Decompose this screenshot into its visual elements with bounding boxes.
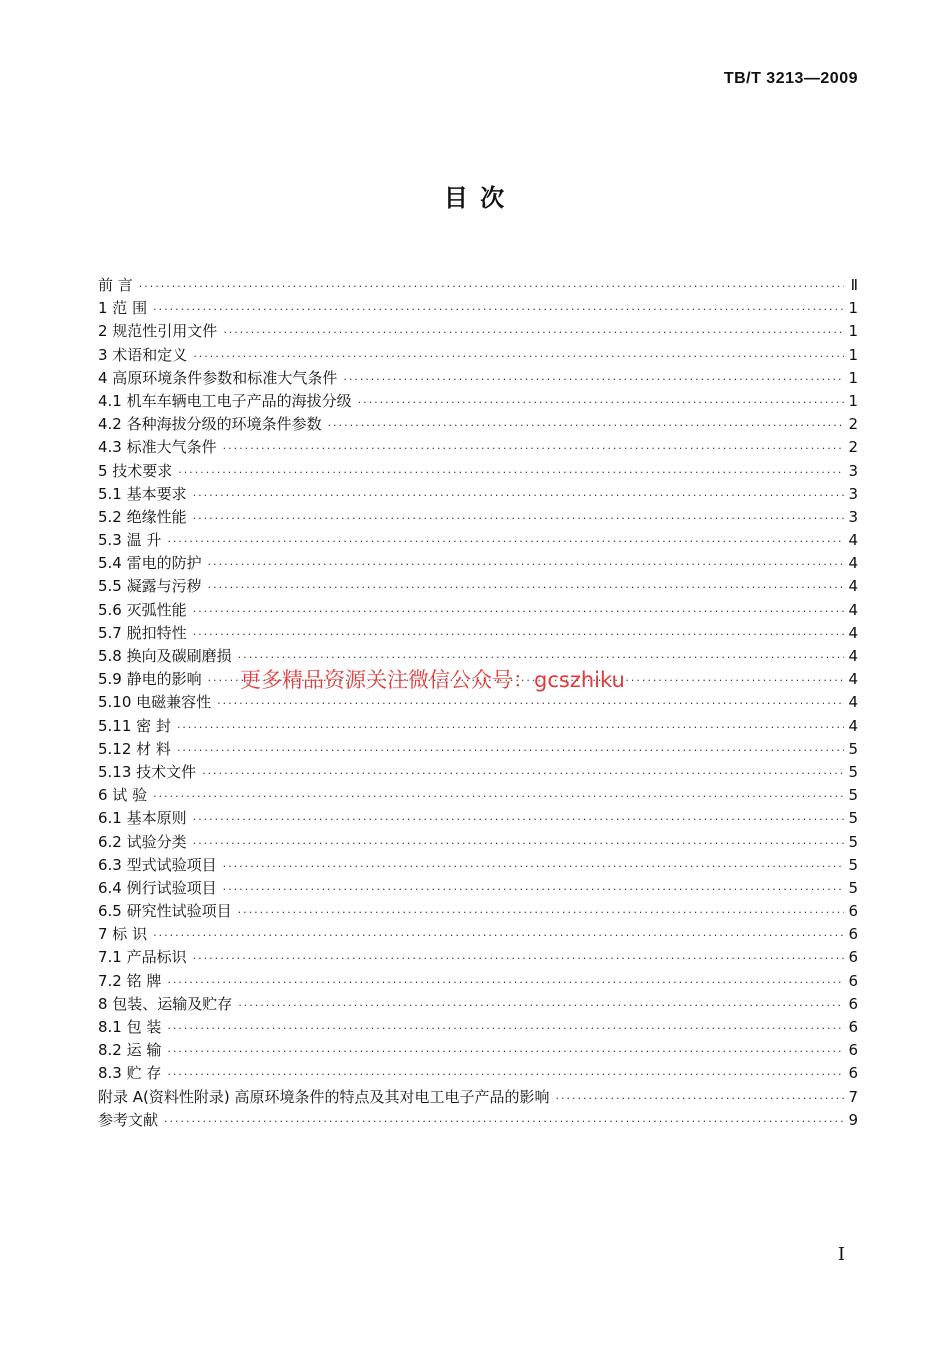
toc-entry-title: 1 范 围	[98, 299, 148, 318]
toc-entry[interactable]	[98, 506, 858, 529]
toc-dot-leader	[193, 813, 844, 826]
toc-dot-leader	[328, 419, 844, 432]
toc-dot-leader	[193, 512, 844, 525]
toc-entry[interactable]	[98, 529, 858, 552]
toc-entry-title: 7 标 识	[98, 925, 148, 944]
toc-entry-title: 前 言	[98, 276, 133, 294]
toc-dot-leader	[177, 721, 844, 734]
toc-entry-title: 5.6 灭弧性能	[98, 600, 187, 619]
toc-dot-leader	[167, 1022, 844, 1035]
toc-entry-title: 附录 A(资料性附录) 高原环境条件的特点及其对电工电子产品的影响	[98, 1087, 550, 1106]
toc-entry-page: 5	[848, 855, 858, 874]
toc-entry-title: 5.2 绝缘性能	[98, 507, 187, 526]
toc-entry-page: 6	[848, 925, 858, 944]
toc-dot-leader	[223, 860, 844, 873]
table-of-contents	[98, 274, 858, 1132]
toc-dot-leader	[177, 744, 844, 757]
toc-entry-page: 5	[848, 762, 858, 781]
toc-entry-page: 4	[848, 670, 858, 689]
toc-entry[interactable]	[98, 1039, 858, 1062]
toc-entry[interactable]	[98, 297, 858, 320]
toc-dot-leader	[193, 952, 844, 965]
toc-entry-page: 6	[848, 1018, 858, 1036]
toc-dot-leader	[167, 976, 844, 989]
toc-entry-page: 4	[848, 554, 858, 573]
toc-entry-title: 5.13 技术文件	[98, 762, 197, 781]
toc-dot-leader	[208, 674, 844, 687]
toc-entry[interactable]	[98, 599, 858, 622]
toc-entry[interactable]	[98, 993, 858, 1016]
toc-entry[interactable]	[98, 344, 858, 367]
toc-entry-title: 5.10 电磁兼容性	[98, 693, 212, 712]
toc-entry-page: 4	[848, 600, 858, 619]
toc-entry[interactable]	[98, 946, 858, 969]
toc-entry-title: 6.3 型式试验项目	[98, 855, 217, 874]
toc-entry[interactable]	[98, 715, 858, 738]
toc-dot-leader	[238, 651, 844, 664]
toc-entry[interactable]	[98, 390, 858, 413]
toc-entry-title: 6.1 基本原则	[98, 809, 187, 828]
toc-entry[interactable]	[98, 413, 858, 436]
watermark: 更多精品资源关注微信公众号：gcszhiku	[240, 668, 625, 692]
toc-dot-leader	[167, 535, 844, 548]
toc-entry-title: 6.2 试验分类	[98, 832, 187, 851]
toc-entry-title: 5.11 密 封	[98, 716, 171, 735]
toc-entry[interactable]	[98, 691, 858, 714]
toc-entry[interactable]	[98, 320, 858, 343]
toc-entry-page: 4	[848, 623, 858, 642]
toc-entry[interactable]	[98, 483, 858, 506]
toc-dot-leader	[217, 697, 844, 710]
toc-entry-page: 7	[848, 1087, 858, 1106]
toc-entry[interactable]	[98, 645, 858, 668]
toc-entry[interactable]	[98, 1086, 858, 1109]
toc-dot-leader	[167, 1068, 844, 1081]
toc-entry-title: 5 技术要求	[98, 461, 173, 480]
toc-entry-title: 8.1 包 装	[98, 1018, 162, 1036]
toc-entry-title: 6.4 例行试验项目	[98, 878, 217, 897]
toc-dot-leader	[208, 558, 844, 571]
toc-dot-leader	[202, 767, 844, 780]
toc-entry[interactable]	[98, 1062, 858, 1085]
toc-entry-title: 8.3 贮 存	[98, 1064, 162, 1083]
toc-entry-page: 6	[848, 1041, 858, 1060]
toc-entry[interactable]	[98, 923, 858, 946]
toc-dot-leader	[223, 442, 844, 455]
toc-entry-page: 6	[848, 1064, 858, 1083]
toc-entry-page: 5	[848, 786, 858, 805]
toc-entry-title: 6.5 研究性试验项目	[98, 902, 232, 921]
toc-entry-page: 1	[848, 299, 858, 318]
toc-dot-leader	[358, 396, 844, 409]
toc-entry[interactable]	[98, 575, 858, 598]
toc-entry-page: 3	[848, 507, 858, 526]
toc-entry-page: 3	[848, 461, 858, 480]
toc-entry-title: 参考文献	[98, 1110, 159, 1129]
toc-entry[interactable]	[98, 807, 858, 830]
toc-dot-leader	[223, 326, 844, 339]
toc-entry-page: 1	[848, 345, 858, 364]
toc-entry-page: Ⅱ	[850, 276, 858, 294]
toc-entry[interactable]	[98, 552, 858, 575]
toc-entry-title: 8 包装、运输及贮存	[98, 994, 233, 1013]
toc-entry-page: 1	[848, 368, 858, 387]
toc-entry[interactable]	[98, 784, 858, 807]
toc-entry[interactable]	[98, 738, 858, 761]
toc-dot-leader	[153, 929, 844, 942]
toc-entry-page: 5	[848, 809, 858, 828]
toc-entry[interactable]	[98, 900, 858, 923]
toc-entry[interactable]	[98, 668, 858, 691]
toc-entry-title: 5.7 脱扣特性	[98, 623, 187, 642]
toc-entry-page: 1	[848, 391, 858, 410]
toc-entry-title: 5.3 温 升	[98, 531, 162, 550]
toc-entry-page: 6	[848, 971, 858, 990]
toc-dot-leader	[139, 280, 844, 293]
toc-entry-page: 4	[848, 716, 858, 735]
toc-entry[interactable]	[98, 854, 858, 877]
toc-dot-leader	[208, 581, 844, 594]
toc-entry-title: 6 试 验	[98, 786, 148, 805]
toc-entry-title: 5.12 材 料	[98, 739, 171, 758]
toc-entry-page: 5	[848, 832, 858, 851]
toc-entry-page: 4	[848, 531, 858, 550]
toc-entry[interactable]	[98, 1109, 858, 1132]
toc-entry-title: 4.3 标准大气条件	[98, 438, 217, 457]
toc-dot-leader	[223, 883, 844, 896]
toc-entry-page: 6	[848, 994, 858, 1013]
toc-entry[interactable]	[98, 274, 858, 297]
toc-dot-leader	[153, 303, 844, 316]
toc-entry-title: 2 规范性引用文件	[98, 322, 218, 341]
toc-entry[interactable]	[98, 436, 858, 459]
toc-entry-title: 7.2 铭 牌	[98, 971, 162, 990]
toc-entry-page: 6	[848, 902, 858, 921]
toc-entry-page: 5	[848, 739, 858, 758]
toc-dot-leader	[343, 373, 844, 386]
page-title: 目 次	[443, 184, 507, 212]
toc-dot-leader	[164, 1115, 844, 1128]
toc-dot-leader	[193, 605, 844, 618]
toc-entry[interactable]	[98, 622, 858, 645]
standard-code: TB/T 3213—2009	[723, 70, 858, 87]
toc-entry[interactable]	[98, 367, 858, 390]
toc-dot-leader	[556, 1092, 844, 1105]
toc-entry-page: 4	[848, 647, 858, 665]
toc-entry-title: 3 术语和定义	[98, 345, 188, 364]
toc-entry-page: 3	[848, 484, 858, 503]
toc-dot-leader	[153, 790, 844, 803]
toc-entry-title: 5.5 凝露与污秽	[98, 577, 202, 596]
toc-entry[interactable]	[98, 460, 858, 483]
toc-entry-page: 5	[848, 878, 858, 897]
toc-entry-title: 4 高原环境条件参数和标准大气条件	[98, 368, 338, 387]
toc-entry-title: 7.1 产品标识	[98, 948, 187, 967]
toc-entry-title: 5.1 基本要求	[98, 484, 187, 503]
toc-entry[interactable]	[98, 970, 858, 993]
toc-entry[interactable]	[98, 831, 858, 854]
toc-entry-title: 5.9 静电的影响	[98, 670, 202, 689]
toc-dot-leader	[193, 837, 844, 850]
toc-dot-leader	[167, 1045, 844, 1058]
toc-entry[interactable]	[98, 1016, 858, 1039]
toc-entry-title: 5.8 换向及碳刷磨损	[98, 647, 232, 665]
toc-entry-title: 4.1 机车车辆电工电子产品的海拔分级	[98, 391, 352, 410]
toc-dot-leader	[193, 489, 844, 502]
toc-entry[interactable]	[98, 761, 858, 784]
toc-entry-title: 8.2 运 输	[98, 1041, 162, 1060]
toc-entry-page: 4	[848, 693, 858, 712]
toc-entry-page: 6	[848, 948, 858, 967]
toc-dot-leader	[193, 350, 844, 363]
toc-dot-leader	[238, 906, 844, 919]
toc-entry-page: 9	[848, 1110, 858, 1129]
toc-dot-leader	[238, 999, 844, 1012]
toc-dot-leader	[178, 466, 844, 479]
page-number: I	[837, 1244, 845, 1265]
toc-entry[interactable]	[98, 877, 858, 900]
toc-dot-leader	[193, 628, 844, 641]
toc-entry-page: 2	[848, 438, 858, 457]
toc-entry-page: 2	[848, 415, 858, 434]
toc-entry-page: 1	[848, 322, 858, 341]
toc-entry-page: 4	[848, 577, 858, 596]
toc-entry-title: 4.2 各种海拔分级的环境条件参数	[98, 415, 322, 434]
toc-entry-title: 5.4 雷电的防护	[98, 554, 202, 573]
